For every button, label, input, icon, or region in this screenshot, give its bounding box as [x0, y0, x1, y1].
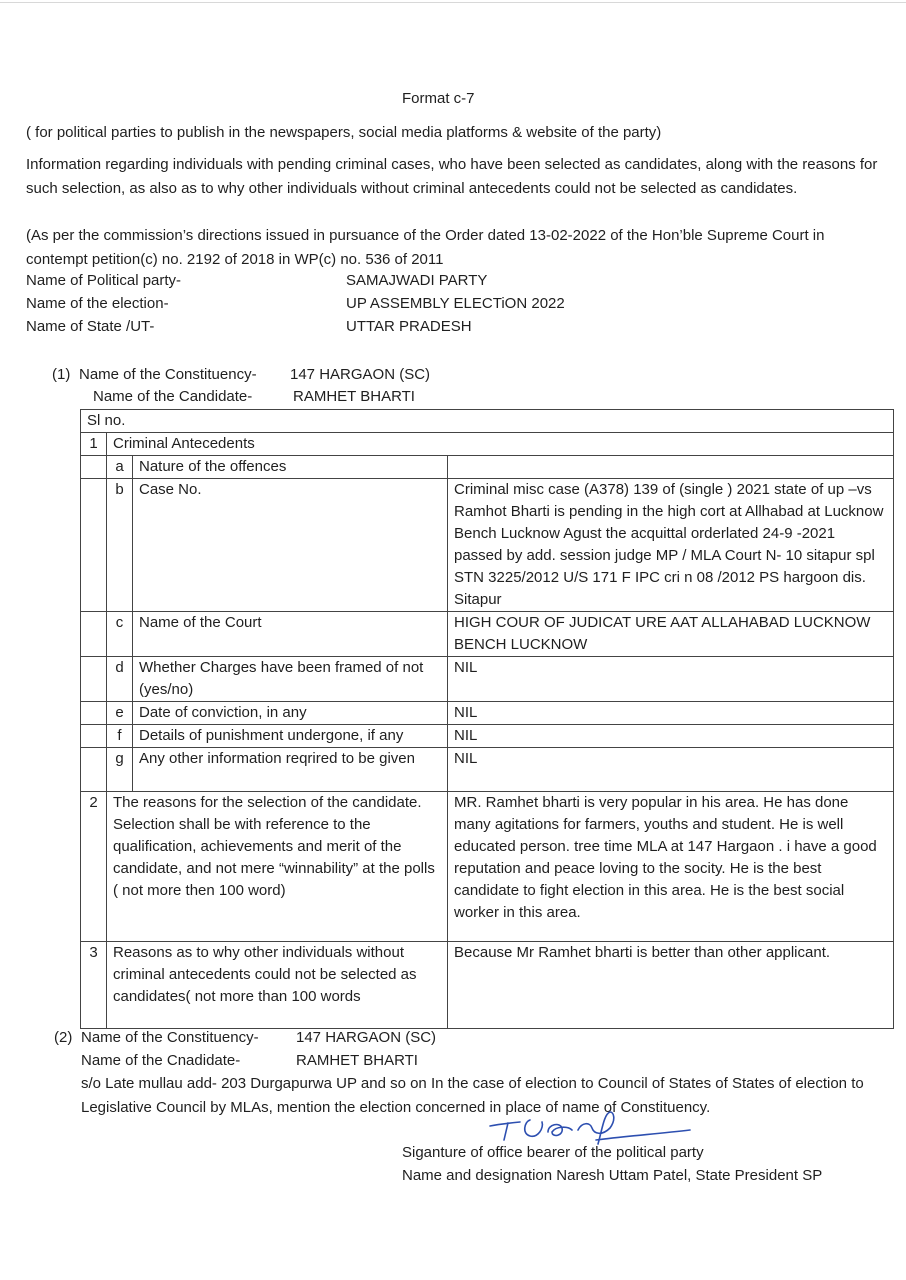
- item-value: Criminal misc case (A378) 139 of (single ) 2021 state of up –vs Ramhot Bharti is pending in the high cort at Allhabad at Lucknow Bench Lucknow Agust the acquittal orderlated 24-9 -2021 passed by add. session judge MP / MLA Court N- 10 sitapur spl STN 3225/2012 U/S 171 F IPC cri n 08 /2012 PS hargoon dis. Sitapur: [448, 479, 894, 612]
- row2-label: The reasons for the selection of the candidate. Selection shall be with reference to the qualification, achievements and merit of the candidate, and not mere “winnability” at the polls ( not more then 100 word): [107, 792, 448, 942]
- format-title: Format c-7: [402, 90, 475, 107]
- item-label: Details of punishment undergone, if any: [133, 725, 448, 748]
- section2-constituency-label: Name of the Constituency-: [81, 1029, 259, 1046]
- table-row: [81, 657, 894, 702]
- signature-line: Siganture of office bearer of the political party: [402, 1144, 704, 1161]
- table-row: [81, 702, 894, 725]
- party-label: Name of Political party-: [26, 272, 182, 289]
- purpose-line: ( for political parties to publish in the newspapers, social media platforms & website of the party): [26, 124, 662, 141]
- item-letter: g: [107, 748, 133, 792]
- item-value: NIL: [448, 702, 894, 725]
- item-letter: a: [107, 456, 133, 479]
- table-row-1: [81, 433, 894, 456]
- scan-top-edge: [0, 2, 906, 3]
- item-value: [448, 456, 894, 479]
- item-label: Date of conviction, in any: [133, 702, 448, 725]
- directions-paragraph: (As per the commission’s directions issued in pursuance of the Order dated 13-02-2022 of the Hon’ble Supreme Court in contempt petition(c) no. 2192 of 2018 in WP(c) no. 536 of 2011: [26, 227, 825, 268]
- section2-note: s/o Late mullau add- 203 Durgapurwa UP and so on In the case of election to Council of States of States of election to Legislative Council by MLAs, mention the election concerned in place of name of Constituency.: [81, 1075, 864, 1116]
- info-paragraph: Information regarding individuals with pending criminal cases, who have been selected as candidates, along with the reasons for such selection, as also as to why other individuals without criminal antecedents could not be selected as candidates.: [26, 156, 878, 197]
- item-label: Any other information reqrired to be given: [133, 748, 448, 792]
- state-label: Name of State /UT-: [26, 318, 155, 335]
- section2-candidate-value: RAMHET BHARTI: [296, 1052, 418, 1069]
- row-number: 3: [81, 942, 107, 1029]
- item-letter: f: [107, 725, 133, 748]
- table-row: [81, 612, 894, 657]
- row2-value: MR. Ramhet bharti is very popular in his area. He has done many agitations for farmers, youths and student. He is well educated person. tree time MLA at 147 Hargaon . i have a good reputation and peace loving to the socity. He is the best candidate to fight election in this area. He is the best social worker in this area.: [448, 792, 894, 942]
- item-value: NIL: [448, 748, 894, 792]
- row3-value: Because Mr Ramhet bharti is better than other applicant.: [448, 942, 894, 1029]
- item-letter: c: [107, 612, 133, 657]
- item-label: Nature of the offences: [133, 456, 448, 479]
- section1-number: (1): [52, 366, 71, 383]
- section2-constituency-value: 147 HARGAON (SC): [296, 1029, 437, 1046]
- row-number: 1: [81, 433, 107, 456]
- item-label: Name of the Court: [133, 612, 448, 657]
- state-value: UTTAR PRADESH: [346, 318, 472, 335]
- item-label: Whether Charges have been framed of not (yes/no): [133, 657, 448, 702]
- row1-title: Criminal Antecedents: [107, 433, 894, 456]
- item-letter: b: [107, 479, 133, 612]
- table-row-3: [81, 942, 894, 1029]
- table-row: [81, 479, 894, 612]
- item-label: Case No.: [133, 479, 448, 612]
- table-row-2: [81, 792, 894, 942]
- election-label: Name of the election-: [26, 295, 169, 312]
- item-letter: e: [107, 702, 133, 725]
- sl-no-header: Sl no.: [81, 410, 894, 433]
- table-row: [81, 725, 894, 748]
- item-value: NIL: [448, 725, 894, 748]
- table-header-row: [81, 410, 894, 433]
- designation-line: Name and designation Naresh Uttam Patel, State President SP: [402, 1167, 823, 1184]
- item-letter: d: [107, 657, 133, 702]
- section1-candidate-label: Name of the Candidate-: [93, 388, 253, 405]
- section2-candidate-label: Name of the Cnadidate-: [81, 1052, 241, 1069]
- row3-label: Reasons as to why other individuals without criminal antecedents could not be selected as candidates( not more than 100 words: [107, 942, 448, 1029]
- criminal-antecedents-table: [80, 409, 894, 1029]
- item-value: NIL: [448, 657, 894, 702]
- section1-constituency-label: Name of the Constituency-: [79, 366, 257, 383]
- item-value: HIGH COUR OF JUDICAT URE AAT ALLAHABAD LUCKNOW BENCH LUCKNOW: [448, 612, 894, 657]
- section1-candidate-value: RAMHET BHARTI: [293, 388, 415, 405]
- section1-constituency-value: 147 HARGAON (SC): [290, 366, 431, 383]
- table-row: [81, 456, 894, 479]
- table-row: [81, 748, 894, 792]
- party-value: SAMAJWADI PARTY: [346, 272, 488, 289]
- section2-number: (2): [54, 1029, 73, 1046]
- election-value: UP ASSEMBLY ELECTiON 2022: [346, 295, 565, 312]
- row-number: 2: [81, 792, 107, 942]
